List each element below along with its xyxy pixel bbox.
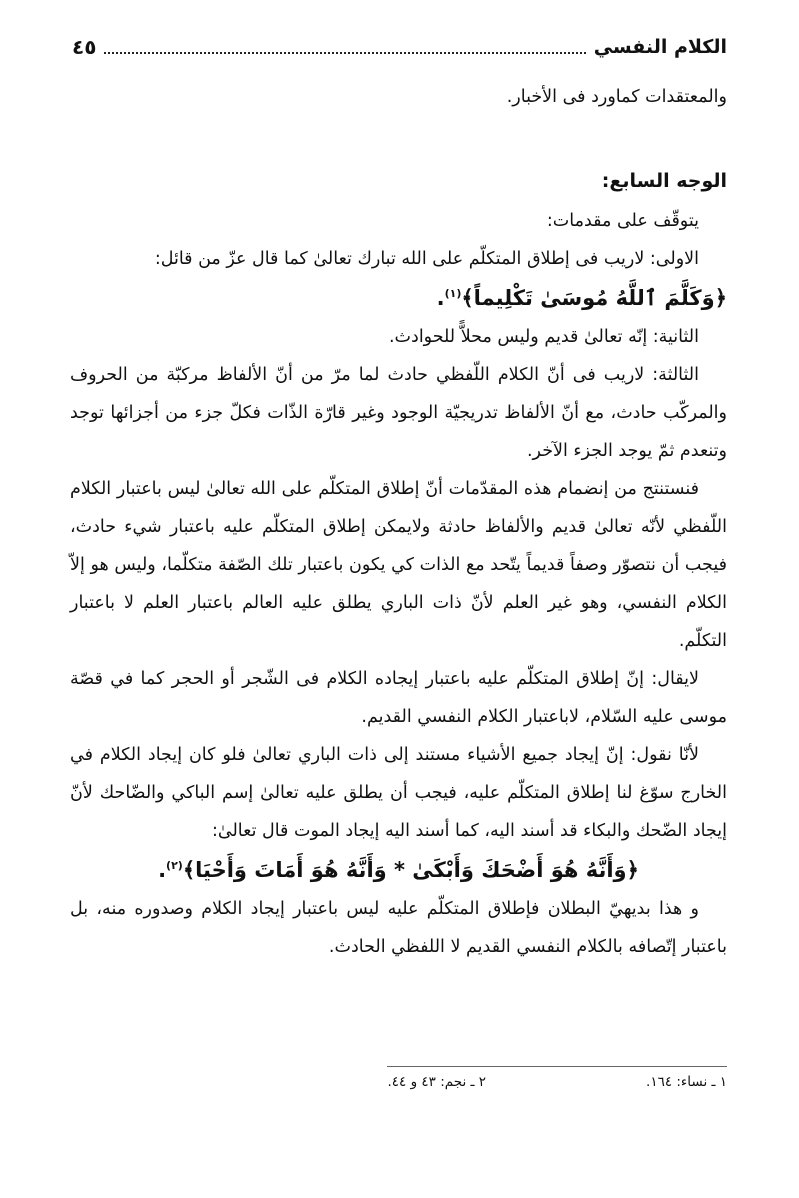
running-title: الكلام النفسي	[593, 36, 727, 58]
paragraph-objection: لايقال: إنّ إطلاق المتكلّم عليه باعتبار إيجاده الكلام فى الشّجر أو الحجر كما في قصّة موسى عليه السّلام، لاباعتبار الكلام النفسي القديم.	[70, 669, 727, 727]
footnote-divider	[387, 1066, 727, 1067]
dotted-leader	[104, 40, 585, 54]
footnote-2: ٢ ـ نجم: ٤٣ و ٤٤.	[387, 1074, 487, 1090]
paragraph-final: و هذا بديهيّ البطلان فإطلاق المتكلّم عليه ليس باعتبار إيجاد الكلام وصدوره منه، بل باعتبار إتّصافه بالكلام النفسي القديم لا اللفظي الحادث.	[70, 899, 727, 957]
footnote-1: ١ ـ نساء: ١٦٤.	[646, 1074, 727, 1090]
continuation-line: والمعتقدات كماورد فى الأخبار.	[506, 87, 727, 107]
paragraph-first-premise: الاولى: لاريب فى إطلاق المتكلّم على الله تبارك تعالىٰ كما قال عزّ من قائل:	[154, 249, 699, 269]
footnote-ref-1: (١)	[444, 287, 462, 300]
paragraph-intro: يتوقّف على مقدمات:	[546, 211, 699, 231]
footnote-ref-2: (٢)	[166, 859, 183, 872]
page-body	[70, 78, 727, 966]
paragraph-reply: لأنّا نقول: إنّ إيجاد جميع الأشياء مستند إلى ذات الباري تعالىٰ فلو كان إيجاد الكلام في الخارج سوّغ لنا إطلاق المتكلّم عليه، فيجب أن يطلق عليه تعالىٰ إسم الباكي والضّاحك لأنّ إيجاد الضّحك والبكاء قد أسند اليه، كما أسند اليه إيجاد الموت قال تعالىٰ:	[70, 745, 727, 841]
section-heading: الوجه السابع:	[601, 170, 727, 192]
page-header	[72, 30, 727, 64]
quran-verse-1: ﴿وَكَلَّمَ ٱللَّهُ مُوسَىٰ تَكْلِيماً﴾$^{(١)}$.	[436, 286, 727, 310]
paragraph-conclusion: فنستنتج من إنضمام هذه المقدّمات أنّ إطلاق المتكلّم على الله تعالىٰ ليس باعتبار الكلام اللّفظي لأنّه تعالىٰ قديم والألفاظ حادثة ولايمكن إطلاق المتكلّم عليه باعتبار شيء حادث، فيجب أن نتصوّر وصفاً قديماً يتّحد مع الذات كي يكون باعتبار تلك الصّفة متكلّما، وليس هو إلاّ الكلام النفسي، وهو غير العلم لأنّ ذات الباري يطلق عليه العالم باعتبار العلم لا باعتبار التكلّم.	[70, 479, 727, 651]
quran-verse-2: ﴿وَأَنَّهُ هُوَ أَضْحَكَ وَأَبْكَىٰ * وَأَنَّهُ هُوَ أَمَاتَ وَأَحْيَا﴾$^{(٢)}$.	[158, 858, 639, 882]
paragraph-third-premise: الثالثة: لاريب فى أنّ الكلام اللّفظي حادث لما مرّ من أنّ الألفاظ مركبّة من الحروف والمركّب حادث، مع أنّ الألفاظ تدريجيّة الوجود وغير قارّة الذّات فكلّ جزء من أجزائها توجد وتنعدم ثمّ يوجد الجزء الآخر.	[70, 365, 727, 461]
quran-verse-2-text: ﴿وَأَنَّهُ هُوَ أَضْحَكَ وَأَبْكَىٰ * وَأَنَّهُ هُوَ أَمَاتَ وَأَحْيَا﴾	[182, 858, 639, 882]
quran-verse-1-text: ﴿وَكَلَّمَ ٱللَّهُ مُوسَىٰ تَكْلِيماً﴾	[461, 286, 727, 310]
footnotes	[72, 1074, 727, 1090]
page-number: ٤٥	[72, 35, 97, 59]
paragraph-second-premise: الثانية: إنّه تعالىٰ قديم وليس محلاًّ للحوادث.	[388, 327, 699, 347]
